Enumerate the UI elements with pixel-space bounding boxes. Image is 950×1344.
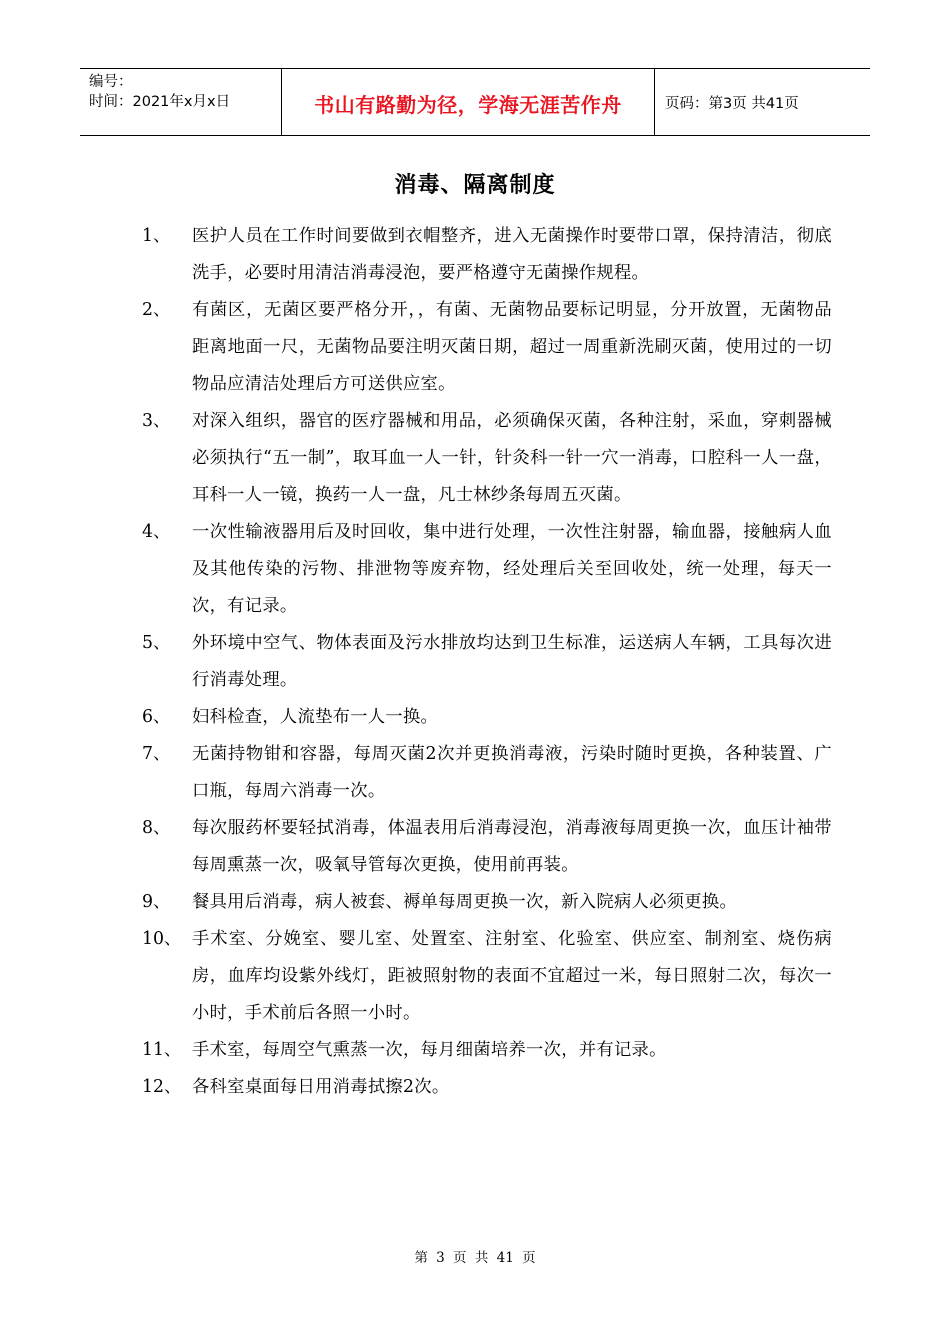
item-text: 妇科检查，人流垫布一人一换。: [192, 707, 439, 727]
page-footer: 第 3 页 共 41 页: [414, 1250, 536, 1266]
item-number: 9、: [142, 892, 171, 912]
list-item: [142, 292, 832, 403]
list-item: [142, 1069, 832, 1106]
header-page-label: 页码：第3页 共41页: [665, 95, 799, 112]
list-item: [142, 736, 832, 810]
item-number: 7、: [142, 744, 171, 764]
item-text: 各科室桌面每日用消毒拭擦2次。: [192, 1077, 450, 1097]
item-number: 5、: [142, 633, 171, 653]
item-text: 餐具用后消毒，病人被套、褥单每周更换一次，新入院病人必须更换。: [192, 892, 738, 912]
list-item: [142, 514, 832, 625]
document-number-label: 编号：: [89, 74, 133, 90]
list-item: [142, 403, 832, 514]
item-number: 2、: [142, 300, 171, 320]
list-item: [142, 884, 832, 921]
item-text: 手术室，每周空气熏蒸一次，每月细菌培养一次，并有记录。: [192, 1040, 667, 1060]
item-number: 10、: [142, 929, 182, 949]
item-number: 1、: [142, 226, 171, 246]
item-number: 4、: [142, 522, 171, 542]
header-page-cell: [655, 69, 870, 135]
list-item: [142, 810, 832, 884]
item-number: 12、: [142, 1077, 182, 1097]
header-meta: [80, 69, 282, 135]
page-title: 消毒、隔离制度: [394, 172, 556, 198]
list-item: [142, 1032, 832, 1069]
item-text: 外环境中空气、物体表面及污水排放均达到卫生标准，运送病人车辆，工具每次进行消毒处理。: [192, 633, 832, 690]
item-text: 医护人员在工作时间要做到衣帽整齐，进入无菌操作时要带口罩，保持清洁，彻底洗手，必要时用清洁消毒浸泡，要严格遵守无菌操作规程。: [192, 226, 832, 283]
document-header: [80, 68, 870, 136]
item-text: 每次服药杯要轻拭消毒，体温表用后消毒浸泡，消毒液每周更换一次，血压计袖带每周熏蒸一次，吸氧导管每次更换，使用前再装。: [192, 818, 832, 875]
list-item: [142, 699, 832, 736]
item-number: 8、: [142, 818, 171, 838]
item-text: 一次性输液器用后及时回收，集中进行处理，一次性注射器，输血器，接触病人血及其他传染的污物、排泄物等废弃物，经处理后关至回收处，统一处理，每天一次，有记录。: [192, 522, 832, 616]
item-number: 11、: [142, 1040, 182, 1060]
header-motto-cell: [282, 69, 655, 135]
item-text: 对深入组织，器官的医疗器械和用品，必须确保灭菌，各种注射，采血，穿刺器械必须执行“五一制”，取耳血一人一针，针灸科一针一穴一消毒，口腔科一人一盘，耳科一人一镜，换药一人一盘，凡士林纱条每周五灭菌。: [192, 411, 832, 505]
document-date-label: 时间：2021年x月x日: [89, 94, 231, 110]
item-text: 手术室、分娩室、婴儿室、处置室、注射室、化验室、供应室、制剂室、烧伤病房，血库均设紫外线灯，距被照射物的表面不宜超过一米，每日照射二次，每次一小时，手术前后各照一小时。: [192, 929, 832, 1023]
list-item: [142, 218, 832, 292]
item-number: 3、: [142, 411, 171, 431]
list-item: [142, 921, 832, 1032]
list-item: [142, 625, 832, 699]
regulation-list: [142, 218, 832, 1106]
item-number: 6、: [142, 707, 171, 727]
item-text: 无菌持物钳和容器，每周灭菌2次并更换消毒液，污染时随时更换，各种装置、广口瓶，每周六消毒一次。: [192, 744, 832, 801]
header-motto: 书山有路勤为径，学海无涯苦作舟: [314, 92, 622, 117]
item-text: 有菌区，无菌区要严格分开，，有菌、无菌物品要标记明显，分开放置，无菌物品距离地面一尺，无菌物品要注明灭菌日期，超过一周重新洗刷灭菌，使用过的一切物品应清洁处理后方可送供应室。: [192, 300, 832, 394]
